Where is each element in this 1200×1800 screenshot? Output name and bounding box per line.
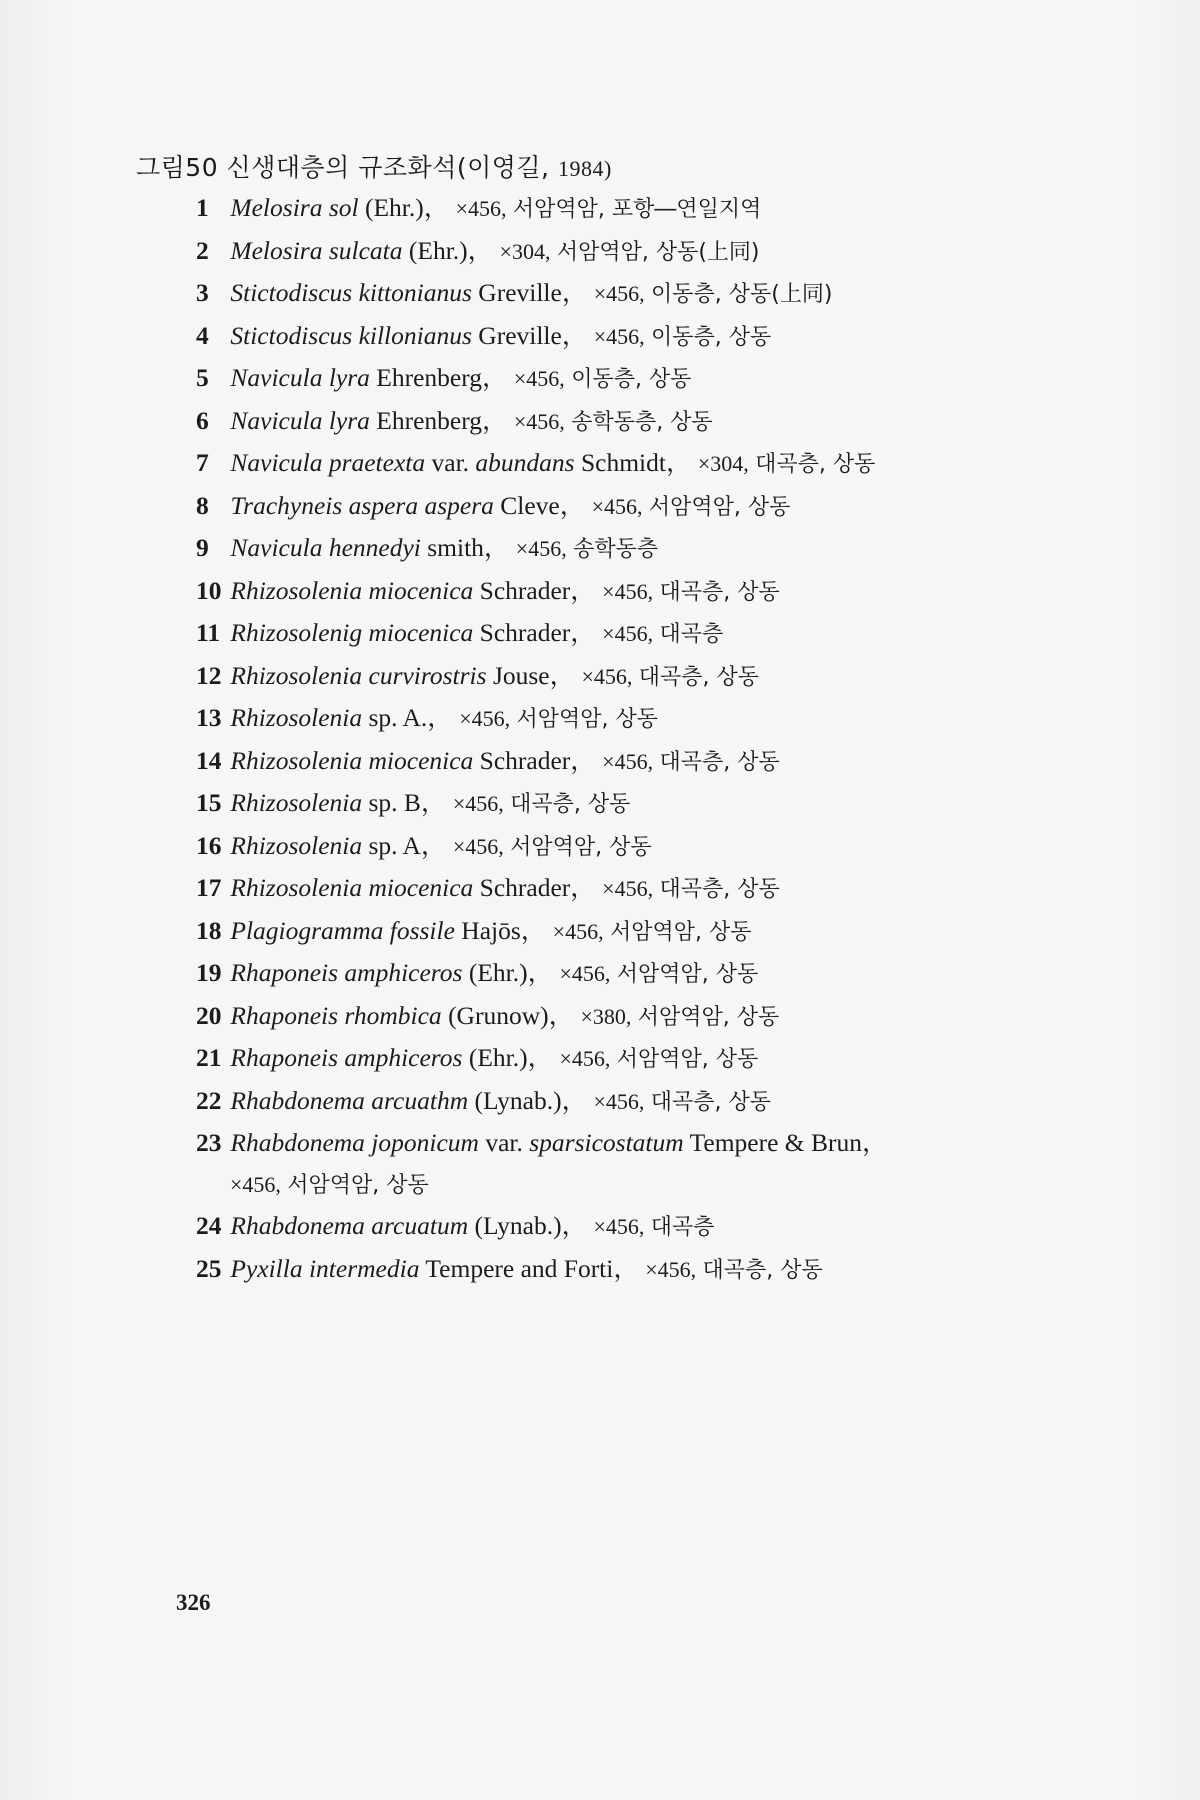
species-author: Greville，: [471, 320, 588, 350]
magnification: ×456,: [593, 1088, 645, 1114]
magnification: ×456,: [515, 536, 567, 561]
locality: 대곡층: [650, 1215, 715, 1240]
entry-number: 13: [196, 703, 222, 732]
entry-tail: [446, 788, 630, 817]
entry-number: 10: [196, 575, 222, 605]
species-author: (Ehr.)，: [402, 235, 494, 265]
diatom-list: [196, 188, 1076, 1291]
species-name: Rhizosolenia: [230, 703, 363, 732]
magnification: ×456,: [559, 961, 611, 986]
magnification: ×456,: [513, 408, 565, 434]
entry-tail: [553, 958, 758, 987]
entry-number: 2: [196, 235, 209, 265]
species-name: Rhabdonema arcuathm: [230, 1085, 469, 1115]
list-item: [196, 613, 1076, 656]
magnification: ×456,: [513, 366, 565, 391]
list-item: [196, 911, 1076, 954]
species-author: Hajōs，: [454, 915, 547, 945]
list-item: [196, 273, 1076, 316]
species-author: smith，: [420, 533, 510, 562]
locality: 대곡층, 상동: [510, 792, 631, 817]
entry-tail: [453, 703, 658, 732]
species-author: (Lynab.)，: [468, 1211, 588, 1240]
locality: 이동층, 상동(上同): [651, 282, 833, 307]
magnification: ×456,: [602, 876, 654, 901]
list-item: [196, 231, 1076, 274]
species-author: Cleve，: [493, 490, 586, 520]
species-author: var.: [478, 1128, 530, 1157]
locality: 송학동층: [573, 537, 659, 562]
locality: 대곡층: [659, 622, 724, 647]
list-item: [196, 698, 1076, 741]
entry-number: 22: [196, 1085, 222, 1115]
locality: 서암역암, 상동: [609, 919, 752, 945]
species-name: Plagiogramma fossile: [230, 915, 455, 945]
list-item: [196, 1081, 1076, 1124]
entry-number: 5: [196, 363, 209, 392]
species-author: Ehrenberg，: [369, 363, 508, 392]
entry-number: 11: [196, 618, 221, 647]
entry-tail: [575, 661, 759, 690]
locality: 대곡층, 상동: [659, 877, 780, 902]
list-item: [196, 1206, 1076, 1249]
magnification: ×456,: [230, 1171, 281, 1197]
magnification: ×456,: [459, 706, 511, 731]
entry-number: 9: [196, 533, 209, 562]
entry-tail: [553, 1043, 758, 1072]
variety-author: Schmidt，: [574, 448, 692, 477]
variety-name: sparsicostatum: [529, 1128, 684, 1157]
magnification: ×456,: [602, 578, 654, 604]
magnification: ×304,: [697, 451, 749, 476]
locality: 대곡층, 상동: [650, 1089, 772, 1115]
locality: 이동층, 상동: [571, 367, 692, 392]
species-name: Melosira sol: [230, 193, 359, 222]
entry-tail: [574, 1001, 779, 1030]
species-author: (Ehr.)，: [358, 193, 450, 222]
entry-number: 23: [196, 1128, 222, 1157]
entry-number: 4: [196, 320, 209, 350]
species-author: Greville，: [471, 278, 588, 307]
magnification: ×380,: [580, 1003, 632, 1029]
species-author: sp. A.，: [362, 703, 453, 732]
magnification: ×456,: [645, 1256, 697, 1282]
magnification: ×456,: [581, 663, 633, 689]
entry-tail: [493, 236, 759, 265]
list-item: [196, 358, 1076, 401]
entry-number: 17: [196, 873, 222, 902]
magnification: ×456,: [591, 493, 643, 519]
species-name: Rhabdonema joponicum: [230, 1128, 479, 1157]
locality: 서암역암, 포항―연일지역: [512, 197, 762, 222]
variety-author: Tempere & Brun，: [683, 1128, 888, 1157]
caption-label: 그림50 신생대층의 규조화석(이영길,: [136, 153, 550, 182]
species-name: Rhabdonema arcuatum: [230, 1211, 469, 1240]
entry-number: 1: [196, 193, 209, 222]
locality: 이동층, 상동: [651, 324, 772, 350]
species-author: Schrader，: [473, 873, 596, 902]
species-name: Rhizosolenia curvirostris: [230, 660, 487, 690]
species-name: Rhizosolenia miocenica: [230, 575, 474, 605]
list-item: [196, 1249, 1076, 1292]
list-item: [196, 996, 1076, 1039]
list-item: [196, 188, 1076, 231]
species-name: Rhaponeis rhombica: [230, 1000, 442, 1030]
locality: 서암역암, 상동: [287, 1172, 429, 1198]
list-item: [196, 528, 1076, 571]
entry-tail: [596, 873, 780, 902]
locality: 대곡층, 상동: [702, 1257, 823, 1283]
entry-number: 16: [196, 830, 222, 860]
entry-tail: [587, 321, 771, 350]
species-name: Rhizosolenia miocenica: [230, 745, 474, 775]
species-author: sp. B，: [362, 788, 447, 817]
entry-number: 12: [196, 660, 222, 690]
entry-number: 8: [196, 490, 209, 520]
caption-year: 1984): [557, 156, 612, 181]
page-number: 326: [176, 1590, 211, 1615]
entry-tail: [546, 916, 751, 945]
list-item: [196, 316, 1076, 359]
list-item: [196, 1038, 1076, 1081]
list-item: [196, 783, 1076, 826]
species-name: Rhizosolenia: [230, 830, 363, 860]
magnification: ×456,: [593, 1214, 645, 1239]
locality: 서암역암, 상동: [648, 494, 791, 520]
locality: 대곡층, 상동: [638, 664, 760, 690]
entry-tail: [449, 193, 761, 222]
species-name: Navicula hennedyi: [230, 533, 421, 562]
list-item: [196, 953, 1076, 996]
species-name: Navicula lyra: [230, 405, 370, 435]
entry-number: 18: [196, 915, 222, 945]
magnification: ×456,: [455, 196, 507, 221]
entry-number: 15: [196, 788, 222, 817]
list-item: [196, 656, 1076, 699]
species-name: Rhaponeis amphiceros: [230, 1043, 463, 1072]
locality: 서암역암, 상동: [516, 707, 658, 732]
list-item: [196, 571, 1076, 614]
locality: 송학동층, 상동: [571, 409, 713, 435]
entry-tail: [639, 1254, 823, 1283]
species-name: Rhizosolenia miocenica: [230, 873, 474, 902]
species-author: sp. A，: [362, 830, 447, 860]
magnification: ×456,: [452, 833, 504, 859]
species-name: Rhizosolenia: [230, 788, 363, 817]
species-name: Melosira sulcata: [230, 235, 403, 265]
entry-tail: [196, 1164, 1076, 1207]
figure-caption: [136, 148, 612, 184]
entry-tail: [587, 1211, 714, 1240]
magnification: ×456,: [593, 323, 645, 349]
entry-number: 14: [196, 745, 222, 775]
magnification: ×456,: [552, 918, 604, 944]
list-item: [196, 486, 1076, 529]
species-author: Ehrenberg，: [369, 405, 508, 435]
species-name: Navicula lyra: [230, 363, 370, 392]
entry-tail: [446, 831, 651, 860]
entry-tail: [509, 533, 658, 562]
species-name: Pyxilla intermedia: [230, 1253, 420, 1283]
species-author: Jouse，: [486, 660, 576, 690]
entry-number: 20: [196, 1000, 222, 1030]
locality: 서암역암, 상동: [510, 834, 652, 860]
species-author: var.: [425, 448, 476, 477]
entry-number: 6: [196, 405, 209, 435]
entry-tail: [508, 406, 713, 435]
magnification: ×456,: [452, 791, 504, 816]
locality: 서암역암, 상동: [637, 1004, 780, 1030]
species-author: (Lynab.)，: [468, 1085, 588, 1115]
species-name: Rhaponeis amphiceros: [230, 958, 463, 987]
species-name: Trachyneis aspera aspera: [230, 490, 494, 520]
species-name: Stictodiscus kittonianus: [230, 278, 472, 307]
list-item: [196, 826, 1076, 869]
entry-tail: [585, 491, 790, 520]
entry-tail: [508, 363, 692, 392]
entry-number: 21: [196, 1043, 222, 1072]
species-author: Tempere and Forti，: [419, 1253, 639, 1283]
magnification: ×456,: [559, 1046, 611, 1071]
list-item: [196, 868, 1076, 911]
entry-number: 7: [196, 448, 209, 477]
species-author: (Ehr.)，: [462, 1043, 554, 1072]
magnification: ×456,: [593, 281, 645, 306]
variety-name: abundans: [475, 448, 575, 477]
species-author: (Ehr.)，: [462, 958, 554, 987]
entry-number: 24: [196, 1211, 222, 1240]
entry-tail: [596, 618, 723, 647]
list-item: [196, 443, 1076, 486]
species-name: Navicula praetexta: [230, 448, 426, 477]
entry-tail: [596, 746, 780, 775]
locality: 서암역암, 상동: [616, 1047, 759, 1072]
magnification: ×456,: [602, 748, 654, 774]
magnification: ×304,: [499, 238, 551, 264]
locality: 서암역암, 상동(上同): [556, 239, 760, 265]
list-item: [196, 401, 1076, 444]
species-author: Schrader，: [473, 618, 596, 647]
entry-tail: [596, 576, 780, 605]
entry-tail: [587, 1086, 771, 1115]
entry-tail: [691, 448, 875, 477]
entry-number: 25: [196, 1253, 222, 1283]
species-name: Rhizosolenig miocenica: [230, 618, 474, 647]
magnification: ×456,: [602, 621, 654, 646]
species-author: Schrader，: [473, 745, 596, 775]
entry-tail: [587, 278, 832, 307]
species-author: (Grunow)，: [441, 1000, 575, 1030]
species-author: Schrader，: [473, 575, 596, 605]
list-item: [196, 741, 1076, 784]
species-name: Stictodiscus killonianus: [230, 320, 472, 350]
list-item: [196, 1123, 1076, 1206]
entry-number: 3: [196, 278, 209, 307]
locality: 대곡층, 상동: [755, 452, 876, 477]
locality: 대곡층, 상동: [659, 579, 780, 605]
entry-number: 19: [196, 958, 222, 987]
locality: 대곡층, 상동: [659, 749, 780, 775]
locality: 서암역암, 상동: [616, 962, 759, 987]
